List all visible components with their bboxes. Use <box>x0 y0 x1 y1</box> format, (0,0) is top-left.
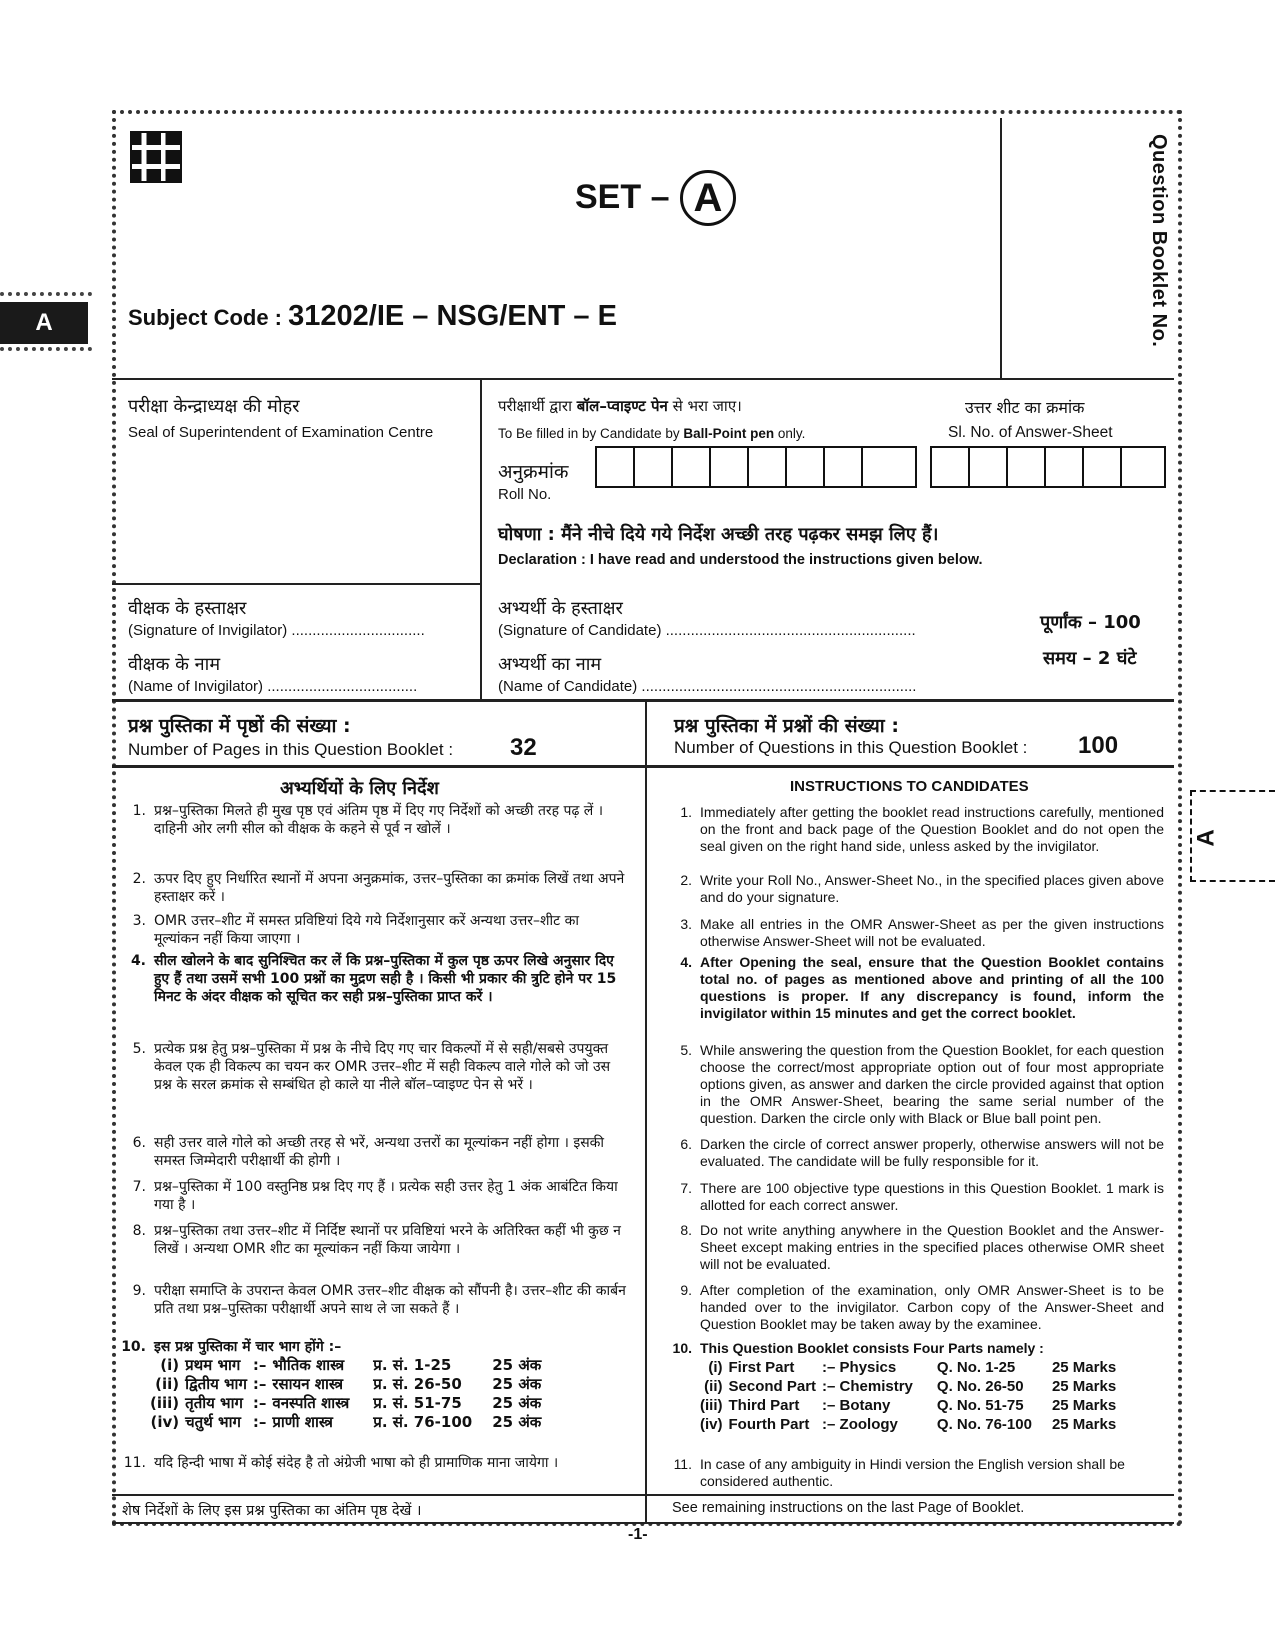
booklet-divider <box>1000 118 1002 378</box>
booklet-no-label: Question Booklet No. <box>1148 134 1170 348</box>
roll-label-hi: अनुक्रमांक <box>498 461 569 483</box>
set-letter: A <box>680 170 736 226</box>
part-cell: (iv) <box>700 1416 723 1433</box>
hi-instruction-10: 10. इस प्रश्न पुस्तिका में चार भाग होंगे :– <box>121 1339 342 1355</box>
candidate-signature-hi: अभ्यर्थी के हस्ताक्षर <box>498 598 623 619</box>
roll-box[interactable] <box>825 448 863 486</box>
roll-number-boxes[interactable] <box>595 446 917 488</box>
answer-sheet-boxes[interactable] <box>930 446 1166 488</box>
part-cell: :– Zoology <box>822 1416 898 1433</box>
invigilator-signature-field[interactable]: (Signature of Invigilator) ................................ <box>128 622 425 639</box>
part-cell: भौतिक शास्त्र <box>272 1356 345 1374</box>
hi-instruction-8: 8. प्रश्न–पुस्तिका तथा उत्तर–शीट में निर्दिष्ट स्थानों पर प्रविष्टियां भरने के अतिरिक्त कहीं भी कुछ न लिखें । अन्यथा OMR शीट का मूल्यांकन नहीं किया जायेगा । <box>132 1223 621 1257</box>
seal-rule <box>112 583 480 585</box>
answer-sheet-box[interactable] <box>970 448 1008 486</box>
en-instruction-4: 4. After Opening the seal, ensure that the Question Booklet contains total no. of pages as mentioned above and printing of all the 100 questions is proper. If any discrepancy is found, inform the invigilator within 15 minutes and get the correct booklet. <box>680 954 1164 1021</box>
answer-sheet-label-hi: उत्तर शीट का क्रमांक <box>965 398 1085 417</box>
part-cell: प्र. सं. 76-100 <box>373 1413 473 1431</box>
part-cell: प्रथम भाग <box>185 1356 241 1374</box>
en-instruction-6: 6. Darken the circle of correct answer properly, otherwise answers will not be evaluated. The candidate will be fully responsible for it. <box>680 1136 1164 1169</box>
answer-sheet-box[interactable] <box>932 448 970 486</box>
roll-box[interactable] <box>635 448 673 486</box>
subject-prefix: Subject Code : <box>128 305 289 330</box>
part-row <box>700 1396 1122 1415</box>
questions-count-value: 100 <box>1078 732 1119 759</box>
hi-instruction-6: 6. सही उत्तर वाले गोले को अच्छी तरह से भरें, अन्यथा उत्तरों का मूल्यांकन नहीं होगा । इसकी समस्त जिम्मेदारी परीक्षार्थी की होगी । <box>132 1135 605 1169</box>
en-instruction-7: 7. There are 100 objective type questions in this Question Booklet. 1 mark is allotted for each correct answer. <box>680 1180 1164 1213</box>
part-row <box>150 1413 547 1432</box>
part-cell: द्वितीय भाग <box>185 1375 247 1393</box>
set-label: SET – <box>575 178 670 216</box>
roll-box[interactable] <box>673 448 711 486</box>
answer-sheet-box[interactable] <box>1008 448 1046 486</box>
en-instruction-10: 10. This Question Booklet consists Four Parts namely : <box>672 1340 1044 1356</box>
subject-code-value: 31202/IE – NSG/ENT – E <box>288 300 617 332</box>
part-cell: (ii) <box>155 1375 180 1393</box>
part-cell: वनस्पति शास्त्र <box>272 1394 350 1412</box>
hi-parts-table <box>150 1356 547 1432</box>
part-cell: :– <box>252 1413 267 1431</box>
pages-count-hi: प्रश्न पुस्तिका में पृष्ठों की संख्या : <box>128 715 351 737</box>
part-cell: चतुर्थ भाग <box>185 1413 241 1431</box>
en-instruction-5: 5. While answering the question from the Question Booklet, for each question choose the correct/most appropriate option out of four most appropriate options given, as answer and darken the circle provided against that option in the OMR Answer-Sheet, bearing the same serial number of the question. Darken the circle only with Black or Blue ball point pen. <box>680 1042 1164 1126</box>
hi-instruction-5: 5. प्रत्येक प्रश्न हेतु प्रश्न–पुस्तिका में प्रश्न के नीचे दिए गए चार विकल्पों में से सही/सबसे उपयुक्त केवल एक ही विकल्प का चयन कर OMR उत्तर–शीट में सही विकल्प वाले गोले को जो उस प्रश्न के सरल क्रमांक से सम्बंधित हो काले या नीले बॉल–प्वाइण्ट पेन से भरें । <box>132 1041 611 1093</box>
footer-note-hi: शेष निर्देशों के लिए इस प्रश्न पुस्तिका का अंतिम पृष्ठ देखें । <box>122 1503 422 1519</box>
hi-instruction-3: 3. OMR उत्तर–शीट में समस्त प्रविष्टियां दिये गये निर्देशानुसार करें अन्यथा उत्तर–शीट का मूल्यांकन नहीं किया जाएगा । <box>132 913 580 947</box>
info-bottom-rule <box>112 699 1174 702</box>
part-row <box>700 1415 1122 1434</box>
part-row <box>150 1375 547 1394</box>
questions-count-en: Number of Questions in this Question Booklet : <box>674 738 1028 757</box>
fill-label-hi: परीक्षार्थी द्वारा बॉल–प्वाइण्ट पेन से भरा जाए। <box>498 397 742 415</box>
answer-sheet-box[interactable] <box>1084 448 1122 486</box>
en-instruction-11: 11. In case of any ambiguity in Hindi version the English version shall be considered authentic. <box>673 1456 1125 1489</box>
part-cell: (i) <box>160 1356 180 1374</box>
part-cell: :– <box>252 1356 267 1374</box>
part-cell: Q. No. 1-25 <box>936 1359 1016 1376</box>
roll-box[interactable] <box>787 448 825 486</box>
part-cell: 25 Marks <box>1051 1397 1117 1414</box>
part-cell: प्र. सं. 1-25 <box>373 1356 452 1374</box>
roll-box[interactable] <box>711 448 749 486</box>
side-tab-dots-bottom <box>0 347 92 356</box>
roll-box[interactable] <box>749 448 787 486</box>
fill-label-en: To Be filled in by Candidate by Ball-Point pen only. <box>498 426 806 441</box>
part-row <box>700 1377 1122 1396</box>
part-cell: रसायन शास्त्र <box>272 1375 343 1393</box>
hi-instruction-11: 11. यदि हिन्दी भाषा में कोई संदेह है तो अंग्रेजी भाषा को ही प्रामाणिक माना जायेगा । <box>123 1455 559 1471</box>
en-instruction-9: 9. After completion of the examination, only OMR Answer-Sheet is to be handed over to the invigilator. Carbon copy of the Answer-Sheet and Question Booklet may be taken away by the examinee. <box>680 1282 1164 1332</box>
part-cell: 25 अंक <box>492 1356 542 1374</box>
hi-instruction-2: 2. ऊपर दिए हुए निर्धारित स्थानों में अपना अनुक्रमांक, उत्तर–पुस्तिका का क्रमांक लिखें तथा अपने हस्ताक्षर करें । <box>132 871 625 905</box>
part-cell: 25 Marks <box>1051 1359 1117 1376</box>
hi-instruction-1: 1. प्रश्न–पुस्तिका मिलते ही मुख पृष्ठ एवं अंतिम पृष्ठ में दिए गए निर्देशों को अच्छी तरह पढ़ लें । दाहिनी ओर लगी सील को वीक्षक के कहने से पूर्व न खोलें । <box>132 803 604 837</box>
full-marks: पूर्णांक – 100 <box>1040 612 1141 633</box>
part-cell: Fourth Part <box>728 1416 810 1433</box>
part-cell: Third Part <box>728 1397 800 1414</box>
seal-label-hi: परीक्षा केन्द्राध्यक्ष की मोहर <box>128 396 300 417</box>
part-cell: Second Part <box>728 1378 817 1395</box>
side-tab: A <box>0 302 88 344</box>
part-cell: :– Chemistry <box>822 1378 913 1395</box>
footer-note-en: See remaining instructions on the last Page of Booklet. <box>672 1500 1025 1516</box>
en-instruction-3: 3. Make all entries in the OMR Answer-Sheet as per the given instructions otherwise Answer-Sheet will not be evaluated. <box>680 916 1164 949</box>
part-cell: 25 Marks <box>1051 1416 1117 1433</box>
answer-sheet-box[interactable] <box>1046 448 1084 486</box>
part-cell: First Part <box>728 1359 795 1376</box>
answer-sheet-box[interactable] <box>1122 448 1160 486</box>
part-cell: (iii) <box>700 1397 723 1414</box>
hi-instruction-9: 9. परीक्षा समाप्ति के उपरान्त केवल OMR उत्तर–शीट वीक्षक को सौंपनी है। उत्तर–शीट की कार्बन प्रति तथा प्रश्न–पुस्तिका परीक्षार्थी अपने साथ ले जा सकते हैं । <box>132 1283 626 1317</box>
en-instruction-2: 2. Write your Roll No., Answer-Sheet No., in the specified places given above and do your signature. <box>680 872 1164 905</box>
part-cell: 25 Marks <box>1051 1378 1117 1395</box>
roll-box[interactable] <box>863 448 901 486</box>
part-cell: :– Physics <box>822 1359 897 1376</box>
seal-tab[interactable] <box>1190 790 1275 882</box>
pages-count-en: Number of Pages in this Question Booklet : <box>128 740 454 759</box>
declaration-hi: घोषणा : मैंने नीचे दिये गये निर्देश अच्छी तरह पढ़कर समझ लिए हैं। <box>498 524 939 545</box>
hi-instruction-7: 7. प्रश्न–पुस्तिका में 100 वस्तुनिष्ठ प्रश्न दिए गए हैं । प्रत्येक सही उत्तर हेतु 1 अंक आबंटित किया गया है । <box>132 1179 618 1213</box>
part-cell: Q. No. 26-50 <box>936 1378 1024 1395</box>
part-cell: (iv) <box>150 1413 180 1431</box>
subject-code <box>128 300 617 333</box>
answer-sheet-label-en: Sl. No. of Answer-Sheet <box>948 424 1113 441</box>
candidate-signature-field[interactable]: (Signature of Candidate) ............................................................ <box>498 622 916 639</box>
part-cell: (i) <box>708 1359 723 1376</box>
roll-box[interactable] <box>597 448 635 486</box>
page-number: -1- <box>628 1526 648 1543</box>
part-cell: प्र. सं. 26-50 <box>373 1375 462 1393</box>
footer-bottom-rule <box>112 1522 1174 1524</box>
header-rule <box>112 378 1174 380</box>
english-instructions-heading: INSTRUCTIONS TO CANDIDATES <box>790 778 1029 795</box>
candidate-name-field[interactable]: (Name of Candidate) .................................................................. <box>498 678 917 695</box>
part-cell: :– Botany <box>822 1397 891 1414</box>
en-instruction-8: 8. Do not write anything anywhere in the Question Booklet and the Answer-Sheet except making entries in the specified places otherwise OMR sheet will not be evaluated. <box>680 1222 1164 1272</box>
part-cell: (ii) <box>704 1378 723 1395</box>
part-cell: (iii) <box>150 1394 180 1412</box>
hindi-instructions-heading: अभ्यर्थियों के लिए निर्देश <box>280 778 439 799</box>
barcode <box>130 131 182 183</box>
declaration-en: Declaration : I have read and understood the instructions given below. <box>498 552 983 568</box>
seal-label-en: Seal of Superintendent of Examination Centre <box>128 424 434 441</box>
info-divider <box>480 378 482 700</box>
time-allowed: समय – 2 घंटे <box>1043 648 1137 669</box>
counts-rule <box>112 765 1174 768</box>
part-cell: 25 अंक <box>492 1375 542 1393</box>
invigilator-name-hi: वीक्षक के नाम <box>128 654 221 675</box>
part-row <box>150 1356 547 1375</box>
footer-rule <box>112 1494 1174 1496</box>
part-cell: 25 अंक <box>492 1413 542 1431</box>
candidate-name-hi: अभ्यर्थी का नाम <box>498 654 602 675</box>
en-parts-table <box>700 1358 1122 1434</box>
en-instruction-1: 1. Immediately after getting the booklet read instructions carefully, mentioned on the front and back page of the Question Booklet and do not open the seal given on the right hand side, unless asked by the invigilator. <box>680 804 1164 854</box>
part-cell: Q. No. 51-75 <box>936 1397 1024 1414</box>
invigilator-name-field[interactable]: (Name of Invigilator) .................................... <box>128 678 418 695</box>
hi-instruction-4: 4. सील खोलने के बाद सुनिश्चित कर लें कि प्रश्न–पुस्तिका में कुल पृष्ठ ऊपर लिखे अनुसार दिए हुए हैं तथा उसमें सभी 100 प्रश्नों का मुद्रण सही है । किसी भी प्रकार की त्रुटि होने पर 15 मिनट के अंदर वीक्षक को सूचित कर सही प्रश्न–पुस्तिका प्राप्त करें । <box>130 953 617 1005</box>
column-divider <box>645 700 647 1522</box>
part-cell: तृतीय भाग <box>185 1394 243 1412</box>
part-cell: :– <box>252 1394 267 1412</box>
part-cell: प्र. सं. 51-75 <box>373 1394 462 1412</box>
invigilator-signature-hi: वीक्षक के हस्ताक्षर <box>128 598 247 619</box>
part-cell: 25 अंक <box>492 1394 542 1412</box>
side-tab-dots-top <box>0 292 92 301</box>
part-row <box>150 1394 547 1413</box>
part-cell: प्राणी शास्त्र <box>272 1413 333 1431</box>
part-cell: :– <box>252 1375 267 1393</box>
part-cell: Q. No. 76-100 <box>936 1416 1032 1433</box>
questions-count-hi: प्रश्न पुस्तिका में प्रश्नों की संख्या : <box>674 715 899 737</box>
roll-label-en: Roll No. <box>498 486 552 503</box>
seal-tab-label: A <box>1192 829 1220 847</box>
part-row <box>700 1358 1122 1377</box>
pages-count-value: 32 <box>510 734 537 761</box>
